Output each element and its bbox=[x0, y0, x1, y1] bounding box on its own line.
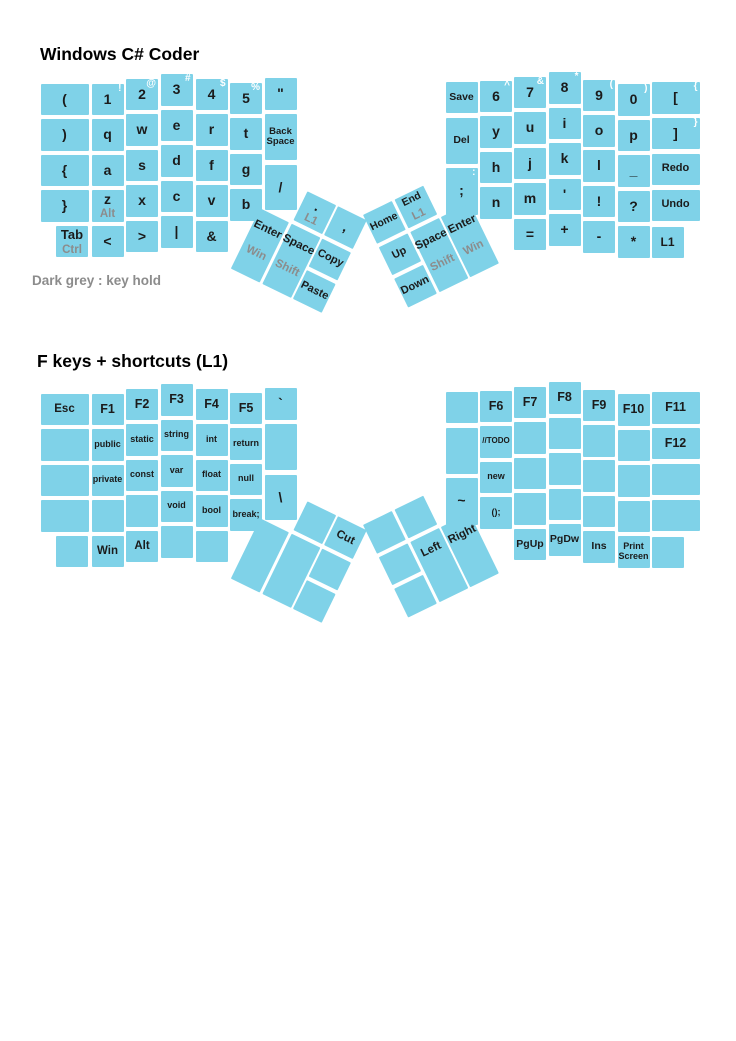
key-t bbox=[230, 118, 262, 150]
key-label: [ bbox=[673, 89, 678, 106]
key-string bbox=[161, 420, 193, 452]
key-label: Ins bbox=[591, 540, 607, 553]
key-blank bbox=[446, 392, 478, 424]
key-g bbox=[230, 154, 262, 186]
key-label: F3 bbox=[169, 392, 184, 406]
key-f5 bbox=[230, 393, 262, 425]
key-label: | bbox=[174, 223, 179, 240]
key-label: * bbox=[630, 233, 637, 250]
key-label: ~ bbox=[457, 492, 466, 509]
key-label: s bbox=[138, 156, 146, 173]
key-label: Up bbox=[390, 244, 409, 262]
key-equals bbox=[514, 219, 546, 251]
key-question bbox=[618, 191, 650, 223]
key-apostrophe bbox=[549, 179, 581, 211]
key-new bbox=[480, 462, 512, 494]
key-open-bracket bbox=[652, 82, 700, 114]
key-label: j bbox=[528, 154, 532, 171]
key-label: a bbox=[103, 161, 112, 178]
shift-legend: & bbox=[536, 75, 544, 87]
key-label: < bbox=[103, 232, 112, 249]
key-8 bbox=[549, 72, 581, 104]
key-return bbox=[230, 428, 262, 460]
hold-legend: Shift bbox=[273, 256, 302, 279]
hold-legend: Alt bbox=[99, 208, 116, 220]
key-0 bbox=[618, 84, 650, 116]
key-ampersand bbox=[196, 221, 228, 253]
key-label: 7 bbox=[526, 83, 534, 100]
key-blank bbox=[41, 429, 89, 461]
key-f2 bbox=[126, 389, 158, 421]
key-f1 bbox=[92, 394, 124, 426]
key-u bbox=[514, 112, 546, 144]
shift-legend: ( bbox=[609, 78, 613, 90]
key-e bbox=[161, 110, 193, 142]
key-blank bbox=[583, 425, 615, 457]
key-esc bbox=[41, 394, 89, 426]
key-label: Space bbox=[280, 231, 317, 258]
key-label: F9 bbox=[591, 397, 607, 412]
key-blank bbox=[265, 424, 297, 470]
key-label: Enter bbox=[251, 217, 284, 242]
key-blank bbox=[652, 500, 700, 532]
key-f8 bbox=[549, 382, 581, 414]
key-label: Save bbox=[449, 90, 474, 103]
key-label: F11 bbox=[665, 400, 686, 414]
key-a bbox=[92, 155, 124, 187]
key-static bbox=[126, 424, 158, 456]
key-label: ' bbox=[562, 185, 567, 202]
key-label: g bbox=[241, 160, 251, 177]
key-label: 4 bbox=[207, 85, 216, 102]
key-pipe bbox=[161, 216, 193, 248]
key-label: y bbox=[492, 123, 500, 140]
key-public bbox=[92, 429, 124, 461]
key-label: L1 bbox=[660, 234, 675, 249]
key-blank bbox=[618, 465, 650, 497]
key-label: Left bbox=[418, 539, 444, 560]
key-f6 bbox=[480, 391, 512, 423]
key-label: Tab bbox=[60, 226, 84, 242]
key-const bbox=[126, 460, 158, 492]
shift-legend: ) bbox=[644, 83, 648, 94]
key-print-screen bbox=[618, 536, 650, 568]
key-label: var bbox=[169, 464, 184, 475]
key-blank bbox=[549, 489, 581, 521]
key-todo-comment bbox=[480, 426, 512, 458]
key-label: ! bbox=[596, 192, 602, 209]
key-label: 0 bbox=[629, 91, 638, 108]
shift-legend: $ bbox=[219, 77, 226, 89]
hold-legend: Win bbox=[461, 237, 486, 258]
key-greater-than bbox=[126, 221, 158, 253]
key-label: F2 bbox=[134, 396, 150, 411]
key-label: / bbox=[278, 178, 283, 195]
shift-legend: * bbox=[574, 71, 579, 82]
key-int bbox=[196, 424, 228, 456]
key-label: Paste bbox=[298, 278, 331, 303]
layer1-title: Windows C# Coder bbox=[40, 44, 200, 64]
key-slash bbox=[265, 165, 297, 211]
key-r bbox=[196, 114, 228, 146]
key-l1 bbox=[652, 227, 684, 259]
key-l bbox=[583, 150, 615, 182]
key-label: ? bbox=[629, 197, 638, 214]
key-blank bbox=[446, 428, 478, 474]
key-label: public bbox=[94, 438, 121, 449]
key-void bbox=[161, 491, 193, 523]
key-label: const bbox=[129, 469, 154, 480]
key-label: ; bbox=[459, 182, 464, 199]
key-label: new bbox=[487, 471, 505, 482]
key-f10 bbox=[618, 394, 650, 426]
key-close-bracket bbox=[652, 118, 700, 150]
key-plus bbox=[549, 214, 581, 246]
key-label: = bbox=[525, 225, 535, 242]
key-label: c bbox=[172, 187, 181, 204]
key-label: f bbox=[209, 156, 214, 173]
shift-legend: { bbox=[693, 81, 698, 92]
key-label: ] bbox=[673, 124, 678, 141]
key-backslash bbox=[265, 475, 297, 521]
key-y bbox=[480, 116, 512, 148]
key-label: u bbox=[525, 119, 535, 136]
key-f7 bbox=[514, 387, 546, 419]
key-label: z bbox=[104, 191, 111, 207]
key-blank bbox=[514, 458, 546, 490]
legend-note: Dark grey : key hold bbox=[32, 273, 162, 288]
key-p bbox=[618, 120, 650, 152]
key-label: End bbox=[399, 189, 424, 209]
key-7 bbox=[514, 77, 546, 109]
key-label: 9 bbox=[595, 86, 603, 103]
key-label: + bbox=[560, 221, 569, 238]
key-label: - bbox=[596, 228, 602, 245]
shift-legend: : bbox=[472, 166, 476, 178]
key-minus bbox=[583, 221, 615, 253]
key-pgup bbox=[514, 529, 546, 561]
key-blank bbox=[514, 493, 546, 525]
key-label: F6 bbox=[488, 398, 504, 413]
key-label: int bbox=[206, 433, 217, 444]
key-blank bbox=[549, 453, 581, 485]
key-pgdw bbox=[549, 524, 581, 556]
key-label: break; bbox=[232, 508, 260, 519]
layer2-title: F keys + shortcuts (L1) bbox=[37, 351, 229, 371]
key-h bbox=[480, 152, 512, 184]
key-bool bbox=[196, 495, 228, 527]
key-open-brace bbox=[41, 155, 89, 187]
key-label: \ bbox=[278, 488, 283, 505]
key-label: v bbox=[207, 192, 216, 209]
key-label: ( bbox=[62, 90, 67, 107]
key-x bbox=[126, 185, 158, 217]
key-save bbox=[446, 82, 478, 114]
key-z bbox=[92, 190, 124, 222]
key-label: 1 bbox=[103, 90, 112, 107]
hold-legend: L1 bbox=[410, 206, 428, 223]
key-label: x bbox=[138, 192, 146, 209]
key-v bbox=[196, 185, 228, 217]
key-undo bbox=[652, 190, 700, 222]
key-4 bbox=[196, 79, 228, 111]
key-label: PgDw bbox=[549, 533, 580, 546]
hold-legend: Ctrl bbox=[62, 243, 82, 256]
key-blank bbox=[56, 536, 88, 568]
key-exclamation bbox=[583, 186, 615, 218]
key-label: Win bbox=[97, 545, 118, 558]
key-label: F12 bbox=[664, 435, 687, 450]
key-blank bbox=[161, 526, 193, 558]
key-blank bbox=[652, 464, 700, 496]
key-backtick bbox=[265, 388, 297, 420]
key-blank bbox=[196, 531, 228, 563]
key-label: d bbox=[172, 152, 181, 169]
key-label: Undo bbox=[661, 198, 690, 211]
key-label: Redo bbox=[661, 162, 690, 175]
shift-legend: } bbox=[693, 116, 698, 128]
key-label: m bbox=[523, 190, 537, 207]
shift-legend: @ bbox=[146, 77, 156, 89]
key-var bbox=[161, 455, 193, 487]
key-label: 6 bbox=[492, 87, 500, 104]
key-label: b bbox=[241, 196, 251, 213]
key-label: _ bbox=[629, 162, 638, 179]
key-f4 bbox=[196, 389, 228, 421]
key-label: string bbox=[163, 429, 189, 440]
key-null bbox=[230, 464, 262, 496]
key-label: Right bbox=[446, 522, 478, 546]
key-private bbox=[92, 465, 124, 497]
key-label: n bbox=[491, 194, 501, 211]
hold-legend: Shift bbox=[428, 251, 457, 274]
key-label: t bbox=[243, 125, 249, 142]
key-label: l bbox=[597, 157, 601, 174]
key-label: float bbox=[202, 469, 221, 480]
key-label: 5 bbox=[242, 89, 250, 106]
key-label: F4 bbox=[204, 396, 219, 411]
key-label: w bbox=[136, 121, 148, 138]
key-label: ) bbox=[62, 126, 67, 143]
key-f11 bbox=[652, 392, 700, 424]
key-close-brace bbox=[41, 190, 89, 222]
hold-legend: L1 bbox=[302, 211, 320, 229]
key-m bbox=[514, 183, 546, 215]
key-j bbox=[514, 148, 546, 180]
key-win bbox=[92, 536, 124, 568]
key-float bbox=[196, 460, 228, 492]
key-parens-semicolon bbox=[480, 497, 512, 529]
key-label: & bbox=[206, 227, 217, 244]
key-label: Enter bbox=[446, 212, 478, 236]
key-blank bbox=[583, 496, 615, 528]
key-n bbox=[480, 187, 512, 219]
shift-legend: ^ bbox=[504, 79, 510, 91]
key-k bbox=[549, 143, 581, 175]
key-5 bbox=[230, 83, 262, 115]
key-blank bbox=[41, 465, 89, 497]
key-f3 bbox=[161, 384, 193, 416]
key-less-than bbox=[92, 226, 124, 258]
key-redo bbox=[652, 154, 700, 186]
key-s bbox=[126, 150, 158, 182]
key-label: F7 bbox=[522, 394, 538, 409]
key-label: . bbox=[312, 198, 323, 215]
key-label: r bbox=[208, 121, 215, 138]
key-label: F8 bbox=[557, 390, 572, 404]
key-9 bbox=[583, 80, 615, 112]
key-3 bbox=[161, 74, 193, 106]
key-label: return bbox=[232, 437, 259, 448]
key-close-paren bbox=[41, 119, 89, 151]
key-underscore bbox=[618, 155, 650, 187]
key-quote bbox=[265, 78, 297, 110]
key-del bbox=[446, 118, 478, 164]
key-blank bbox=[514, 422, 546, 454]
key-label: F1 bbox=[100, 401, 115, 416]
key-label: (); bbox=[491, 506, 501, 517]
key-asterisk bbox=[618, 226, 650, 258]
key-label: Down bbox=[398, 273, 432, 298]
key-o bbox=[583, 115, 615, 147]
key-label: void bbox=[167, 500, 186, 511]
key-blank bbox=[583, 460, 615, 492]
key-blank bbox=[549, 418, 581, 450]
key-label: Back Space bbox=[266, 125, 295, 147]
key-label: o bbox=[594, 122, 604, 139]
key-label: i bbox=[562, 114, 567, 131]
key-ins bbox=[583, 531, 615, 563]
key-1 bbox=[92, 84, 124, 116]
key-back-space bbox=[265, 114, 297, 160]
key-i bbox=[549, 108, 581, 140]
key-w bbox=[126, 114, 158, 146]
key-label: } bbox=[61, 197, 68, 214]
key-d bbox=[161, 145, 193, 177]
key-label: null bbox=[238, 473, 254, 484]
key-label: //TODO bbox=[482, 436, 510, 446]
key-label: Del bbox=[453, 133, 470, 146]
key-alt bbox=[126, 531, 158, 563]
key-q bbox=[92, 119, 124, 151]
key-blank bbox=[41, 500, 89, 532]
key-blank bbox=[652, 537, 684, 569]
key-label: bool bbox=[202, 504, 221, 515]
key-f bbox=[196, 150, 228, 182]
shift-legend: # bbox=[184, 73, 191, 84]
key-label: private bbox=[92, 474, 123, 485]
key-6 bbox=[480, 81, 512, 113]
key-2 bbox=[126, 79, 158, 111]
key-label: Home bbox=[368, 209, 400, 234]
key-label: k bbox=[560, 150, 569, 167]
shift-legend: ! bbox=[118, 82, 122, 94]
key-tab bbox=[56, 226, 88, 258]
key-blank bbox=[618, 430, 650, 462]
key-f9 bbox=[583, 390, 615, 422]
key-label: 8 bbox=[560, 79, 569, 96]
key-label: Cut bbox=[334, 527, 357, 547]
key-label: Space bbox=[413, 226, 449, 252]
key-label: q bbox=[103, 126, 112, 143]
key-label: Alt bbox=[134, 540, 150, 553]
key-label: static bbox=[130, 433, 154, 444]
key-label: > bbox=[137, 227, 147, 244]
shift-legend: % bbox=[251, 81, 260, 93]
key-label: 3 bbox=[172, 81, 181, 98]
key-label: " bbox=[277, 85, 284, 102]
key-label: F10 bbox=[622, 402, 645, 416]
key-blank bbox=[92, 500, 124, 532]
key-label: 2 bbox=[138, 85, 146, 102]
key-blank bbox=[126, 495, 158, 527]
key-open-paren bbox=[41, 84, 89, 116]
key-label: ` bbox=[278, 395, 283, 412]
key-c bbox=[161, 181, 193, 213]
key-label: , bbox=[340, 218, 351, 235]
key-label: { bbox=[61, 161, 68, 178]
key-label: Copy bbox=[315, 247, 346, 270]
hold-legend: Win bbox=[244, 242, 269, 263]
key-label: Print Screen bbox=[618, 541, 649, 561]
key-f12 bbox=[652, 428, 700, 460]
key-label: e bbox=[172, 116, 181, 133]
key-label: p bbox=[629, 126, 638, 143]
key-label: h bbox=[491, 158, 501, 175]
key-label: PgUp bbox=[516, 537, 544, 550]
key-label: Esc bbox=[54, 403, 75, 416]
key-label: F5 bbox=[238, 400, 254, 415]
key-blank bbox=[618, 501, 650, 533]
